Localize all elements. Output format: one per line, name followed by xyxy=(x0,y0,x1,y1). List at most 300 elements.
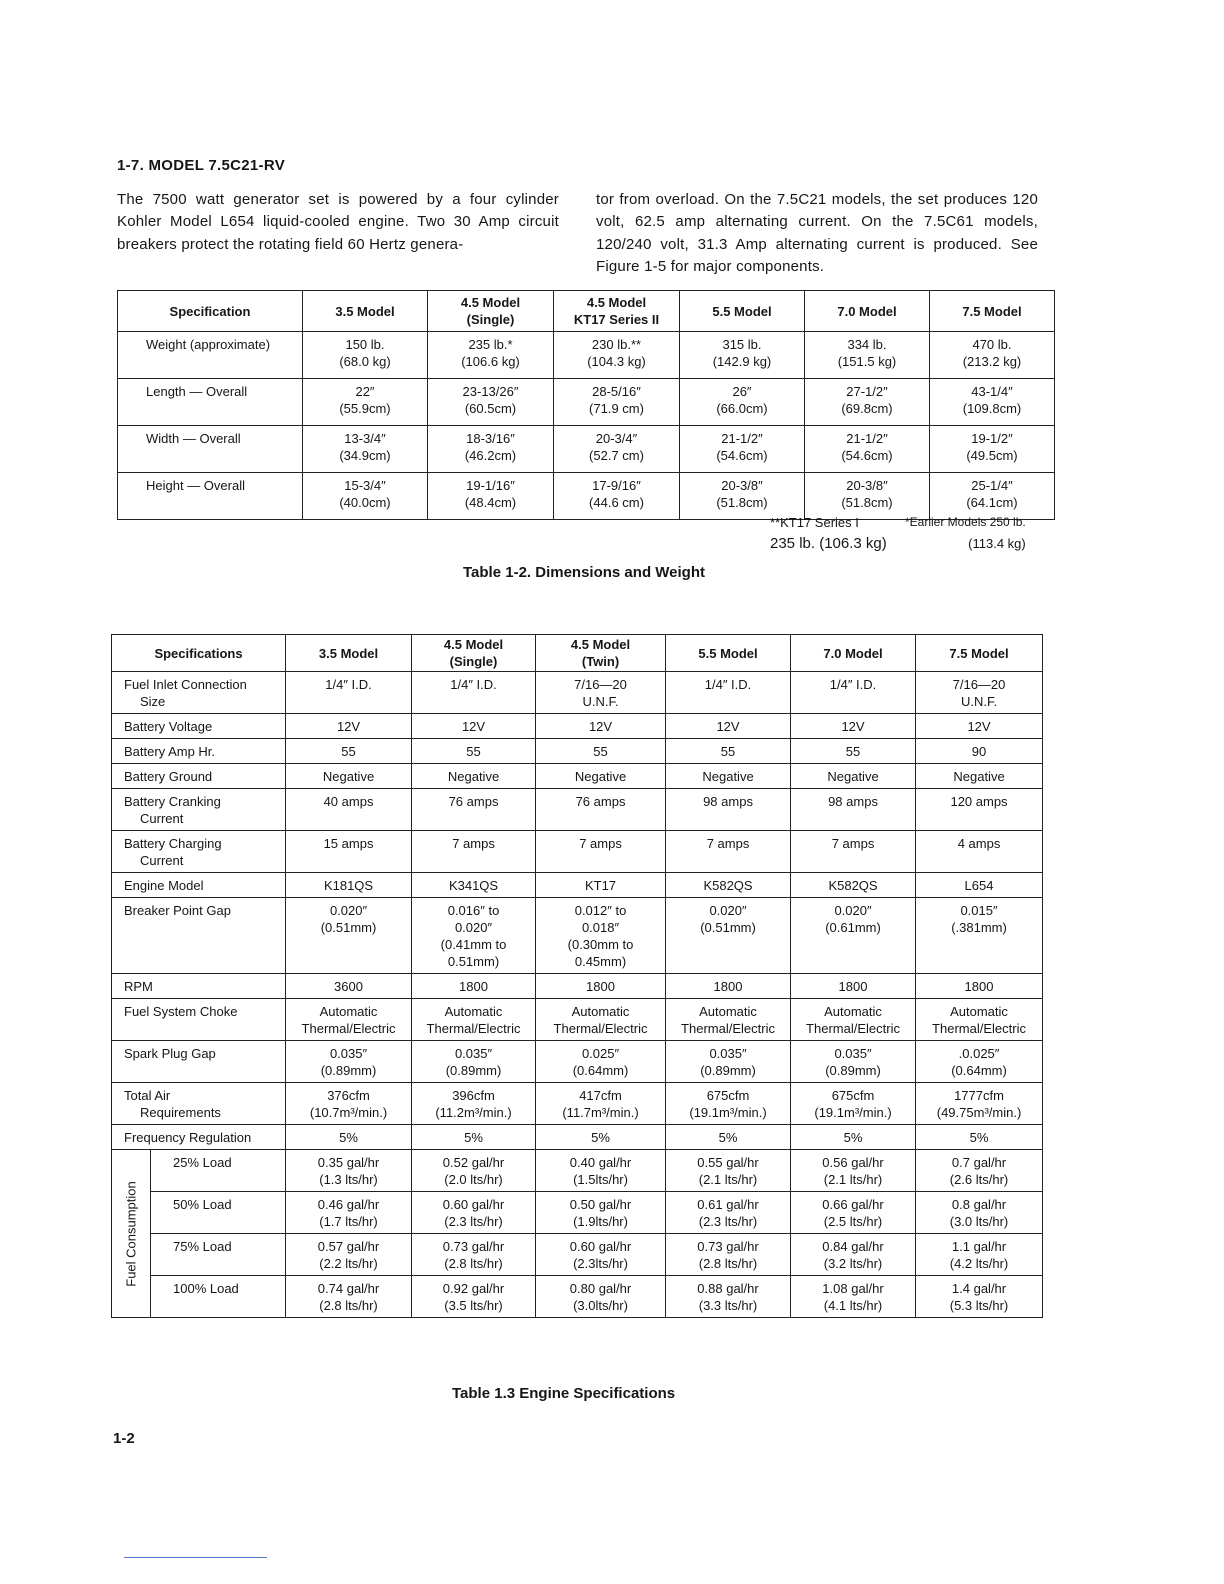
cell-line: (4.2 lts/hr) xyxy=(949,1256,1009,1271)
table-cell xyxy=(554,332,680,379)
cell-line: 1800 xyxy=(838,979,868,994)
cell-line: 12V xyxy=(336,719,361,734)
cell-line: U.N.F. xyxy=(582,694,619,709)
table-cell xyxy=(666,873,791,898)
table-cell xyxy=(791,999,916,1041)
header-line: 7.0 Model xyxy=(823,645,883,661)
cell-line: (151.5 kg) xyxy=(837,354,897,369)
header-line: 4.5 Model xyxy=(443,637,504,652)
cell-line: 0.84 gal/hr xyxy=(822,1239,884,1254)
cell-line: 1/4″ I.D. xyxy=(450,677,497,692)
row-label xyxy=(112,831,286,873)
cell-line: 19-1/16″ xyxy=(466,478,515,493)
cell-line: 0.60 gal/hr xyxy=(569,1239,632,1254)
table-cell xyxy=(428,332,554,379)
table-cell xyxy=(412,789,536,831)
table-cell xyxy=(916,831,1043,873)
cell-line: (0.64mm) xyxy=(951,1063,1007,1078)
cell-line: Thermal/Electric xyxy=(932,1021,1026,1036)
cell-line: (1.7 lts/hr) xyxy=(319,1214,378,1229)
cell-line: 5% xyxy=(591,1130,610,1145)
fuel-consumption-row xyxy=(112,1234,1043,1276)
cell-line: 0.025″ xyxy=(581,1046,620,1061)
cell-line: 0.50 gal/hr xyxy=(569,1197,632,1212)
table-cell xyxy=(791,1125,916,1150)
cell-line: KT17 xyxy=(584,878,617,893)
cell-line: 21-1/2″ xyxy=(721,431,763,446)
table-cell xyxy=(916,999,1043,1041)
cell-line: 230 lb.** xyxy=(591,337,642,352)
table-row xyxy=(112,974,1043,999)
label-line: Current xyxy=(140,811,184,826)
cell-line: (1.3 lts/hr) xyxy=(319,1172,378,1187)
cell-line: 1800 xyxy=(586,979,615,994)
cell-line: 0.45mm) xyxy=(574,954,627,969)
header-line: Specification xyxy=(169,303,251,319)
cell-line: 0.015″ xyxy=(960,903,998,918)
fuel-consumption-row xyxy=(112,1276,1043,1318)
cell-line: 0.56 gal/hr xyxy=(822,1155,884,1170)
cell-line: (2.1 lts/hr) xyxy=(698,1172,758,1187)
table-cell xyxy=(286,764,412,789)
cell-line: 20-3/4″ xyxy=(595,431,638,446)
load-label: 50% Load xyxy=(151,1192,286,1234)
table-cell xyxy=(286,974,412,999)
table-cell xyxy=(791,714,916,739)
cell-line: (52.7 cm) xyxy=(589,448,644,463)
cell-line: (69.8cm) xyxy=(841,401,893,416)
table-cell xyxy=(286,1234,412,1276)
table-row xyxy=(112,739,1043,764)
cell-line: 0.020″ xyxy=(329,903,368,918)
table-cell xyxy=(536,974,666,999)
cell-line: 43-1/4″ xyxy=(971,384,1013,399)
cell-line: 1800 xyxy=(713,979,743,994)
table-cell xyxy=(286,873,412,898)
row-label xyxy=(112,1083,286,1125)
cell-line: 7/16—20 xyxy=(952,677,1006,692)
table-cell xyxy=(930,332,1055,379)
table-cell xyxy=(303,473,428,520)
cell-line: 7 amps xyxy=(579,836,622,851)
table-cell xyxy=(303,379,428,426)
cell-line: .0.025″ xyxy=(958,1046,1000,1061)
column-header xyxy=(930,291,1055,332)
label-line: Battery Cranking xyxy=(124,794,221,809)
cell-line: 5% xyxy=(969,1130,989,1145)
row-label xyxy=(112,873,286,898)
header-line: (Twin) xyxy=(581,654,620,669)
table-cell xyxy=(412,1125,536,1150)
cell-line: (64.1cm) xyxy=(966,495,1018,510)
fuel-consumption-row xyxy=(112,1192,1043,1234)
cell-line: (46.2cm) xyxy=(464,448,517,463)
cell-line: (142.9 kg) xyxy=(712,354,772,369)
label-line: Current xyxy=(140,853,184,868)
column-header xyxy=(428,291,554,332)
header-line: 5.5 Model xyxy=(698,645,758,661)
column-header xyxy=(112,635,286,672)
cell-line: 235 lb.* xyxy=(468,337,513,352)
cell-line: Automatic xyxy=(950,1004,1008,1019)
footnote-line: (113.4 kg) xyxy=(968,536,1026,551)
cell-line: (68.0 kg) xyxy=(339,354,391,369)
table-cell xyxy=(536,1192,666,1234)
table-cell xyxy=(791,898,916,974)
table-cell xyxy=(791,831,916,873)
cell-line: (19.1m³/min.) xyxy=(814,1105,892,1120)
table-cell xyxy=(536,1150,666,1192)
cell-line: 0.73 gal/hr xyxy=(442,1239,505,1254)
cell-line: (109.8cm) xyxy=(962,401,1022,416)
table-cell xyxy=(791,1083,916,1125)
table-cell xyxy=(536,873,666,898)
cell-line: (0.41mm to xyxy=(440,937,507,952)
cell-line: Automatic xyxy=(444,1004,503,1019)
table-cell xyxy=(916,1150,1043,1192)
cell-line: 55 xyxy=(845,744,861,759)
cell-line: (10.7m³/min.) xyxy=(309,1105,388,1120)
table-cell xyxy=(286,831,412,873)
table-row xyxy=(112,1083,1043,1125)
table-cell xyxy=(286,1083,412,1125)
cell-line: (2.5 lts/hr) xyxy=(823,1214,883,1229)
cell-line: 417cfm xyxy=(579,1088,622,1103)
cell-line: Automatic xyxy=(699,1004,757,1019)
table-cell xyxy=(666,672,791,714)
cell-line: (0.30mm to xyxy=(567,937,634,952)
cell-line: Automatic xyxy=(571,1004,630,1019)
table-cell xyxy=(791,789,916,831)
table-cell xyxy=(791,739,916,764)
cell-line: (2.2 lts/hr) xyxy=(319,1256,378,1271)
cell-line: 40 amps xyxy=(323,794,374,809)
cell-line: 1.1 gal/hr xyxy=(951,1239,1007,1254)
cell-line: 0.88 gal/hr xyxy=(697,1281,759,1296)
cell-line: (3.3 lts/hr) xyxy=(698,1298,758,1313)
table-cell xyxy=(286,672,412,714)
cell-line: 0.7 gal/hr xyxy=(951,1155,1007,1170)
table-row xyxy=(112,1041,1043,1083)
table-cell xyxy=(930,379,1055,426)
table-row xyxy=(112,873,1043,898)
cell-line: 7 amps xyxy=(706,836,750,851)
table-cell xyxy=(412,739,536,764)
table-cell xyxy=(666,764,791,789)
table-cell xyxy=(791,672,916,714)
header-line: (Single) xyxy=(449,654,498,669)
cell-line: 0.60 gal/hr xyxy=(442,1197,505,1212)
table-cell xyxy=(536,999,666,1041)
cell-line: Negative xyxy=(447,769,500,784)
cell-line: (3.2 lts/hr) xyxy=(823,1256,883,1271)
cell-line: 21-1/2″ xyxy=(846,431,888,446)
cell-line: (44.6 cm) xyxy=(589,495,644,510)
cell-line: Negative xyxy=(322,769,375,784)
cell-line: 55 xyxy=(720,744,736,759)
fuel-consumption-group-label xyxy=(112,1150,151,1318)
cell-line: 0.016″ to xyxy=(447,903,500,918)
table-cell xyxy=(286,1192,412,1234)
footnote-kt17 xyxy=(770,512,887,554)
cell-line: 25-1/4″ xyxy=(971,478,1013,493)
table-cell xyxy=(791,1041,916,1083)
table-cell xyxy=(791,974,916,999)
header-line: 7.5 Model xyxy=(949,645,1009,661)
cell-line: (51.8cm) xyxy=(841,495,893,510)
cell-line: 0.51mm) xyxy=(447,954,500,969)
table-cell xyxy=(536,764,666,789)
table-row xyxy=(112,898,1043,974)
table-cell xyxy=(536,714,666,739)
header-line: (Single) xyxy=(466,312,515,327)
table-cell xyxy=(412,672,536,714)
label-line: Frequency Regulation xyxy=(124,1130,252,1145)
table-cell xyxy=(666,1083,791,1125)
cell-line: 22″ xyxy=(355,384,375,399)
table-cell xyxy=(303,332,428,379)
column-header xyxy=(916,635,1043,672)
table-cell xyxy=(916,898,1043,974)
table-cell xyxy=(791,764,916,789)
cell-line: 26″ xyxy=(732,384,752,399)
cell-line: (0.61mm) xyxy=(825,920,881,935)
table-cell xyxy=(916,1192,1043,1234)
cell-line: 1800 xyxy=(964,979,994,994)
cell-line: (5.3 lts/hr) xyxy=(949,1298,1009,1313)
column-header xyxy=(805,291,930,332)
cell-line: (2.3lts/hr) xyxy=(573,1256,628,1271)
label-line: Battery Charging xyxy=(124,836,222,851)
cell-line: 98 amps xyxy=(828,794,878,809)
label-line: Spark Plug Gap xyxy=(124,1046,216,1061)
table-cell xyxy=(536,1276,666,1318)
row-label xyxy=(112,789,286,831)
table-cell xyxy=(286,999,412,1041)
cell-line: 334 lb. xyxy=(847,337,887,352)
table-cell xyxy=(930,426,1055,473)
load-label: 100% Load xyxy=(151,1276,286,1318)
cell-line: 27-1/2″ xyxy=(846,384,888,399)
table-cell xyxy=(680,332,805,379)
table-cell xyxy=(805,379,930,426)
cell-line: Thermal/Electric xyxy=(553,1021,648,1036)
header-line: 3.5 Model xyxy=(335,303,395,319)
table-cell xyxy=(412,1150,536,1192)
table-cell xyxy=(412,873,536,898)
table-cell xyxy=(666,1125,791,1150)
table-cell xyxy=(666,739,791,764)
table-cell xyxy=(916,672,1043,714)
cell-line: (49.5cm) xyxy=(966,448,1018,463)
label-line: Battery Voltage xyxy=(124,719,213,734)
cell-line: 0.73 gal/hr xyxy=(697,1239,759,1254)
cell-line: (11.2m³/min.) xyxy=(435,1105,512,1120)
table-row xyxy=(118,426,1055,473)
table-cell xyxy=(666,831,791,873)
cell-line: K341QS xyxy=(448,878,499,893)
row-label: Length — Overall xyxy=(118,379,303,426)
cell-line: (66.0cm) xyxy=(716,401,768,416)
row-label xyxy=(112,764,286,789)
cell-line: (0.64mm) xyxy=(572,1063,629,1078)
engine-specifications-table xyxy=(111,634,1043,1318)
table-cell xyxy=(536,672,666,714)
table-row xyxy=(118,332,1055,379)
cell-line: K582QS xyxy=(828,878,878,893)
cell-line: 20-3/8″ xyxy=(846,478,888,493)
table-cell xyxy=(680,379,805,426)
cell-line: (49.75m³/min.) xyxy=(936,1105,1022,1120)
cell-line: 18-3/16″ xyxy=(466,431,515,446)
cell-line: 315 lb. xyxy=(722,337,762,352)
cell-line: (0.89mm) xyxy=(445,1063,502,1078)
table-cell xyxy=(428,426,554,473)
cell-line: 7 amps xyxy=(831,836,875,851)
vertical-label-text: Fuel Consumption xyxy=(123,1180,139,1287)
table-cell xyxy=(286,789,412,831)
table-cell xyxy=(286,1041,412,1083)
table-cell xyxy=(791,1192,916,1234)
table-cell xyxy=(666,714,791,739)
cell-line: 20-3/8″ xyxy=(721,478,763,493)
header-line: 3.5 Model xyxy=(318,645,379,661)
table-cell xyxy=(916,1083,1043,1125)
cell-line: (3.5 lts/hr) xyxy=(444,1298,503,1313)
column-header xyxy=(303,291,428,332)
table-cell xyxy=(286,1276,412,1318)
cell-line: 55 xyxy=(593,744,608,759)
label-line: Fuel System Choke xyxy=(124,1004,238,1019)
cell-line: 1.08 gal/hr xyxy=(822,1281,884,1296)
cell-line: Negative xyxy=(574,769,627,784)
cell-line: 28-5/16″ xyxy=(592,384,641,399)
table-cell xyxy=(554,473,680,520)
cell-line: 0.46 gal/hr xyxy=(317,1197,380,1212)
table-row xyxy=(112,789,1043,831)
cell-line: Negative xyxy=(827,769,879,784)
header-line: KT17 Series II xyxy=(573,312,660,327)
cell-line: 0.035″ xyxy=(329,1046,368,1061)
table-cell xyxy=(536,898,666,974)
table-cell xyxy=(536,1041,666,1083)
cell-line: 76 amps xyxy=(448,794,499,809)
column-header xyxy=(666,635,791,672)
table-cell xyxy=(412,1041,536,1083)
cell-line: 150 lb. xyxy=(345,337,385,352)
table-row xyxy=(112,714,1043,739)
table-cell xyxy=(680,426,805,473)
cell-line: 396cfm xyxy=(452,1088,495,1103)
cell-line: 17-9/16″ xyxy=(592,478,641,493)
table-cell xyxy=(412,999,536,1041)
cell-line: (40.0cm) xyxy=(339,495,391,510)
cell-line: Thermal/Electric xyxy=(806,1021,900,1036)
label-line: Size xyxy=(140,694,166,709)
table-cell xyxy=(916,764,1043,789)
cell-line: (55.9cm) xyxy=(339,401,391,416)
table-cell xyxy=(666,1234,791,1276)
cell-line: Automatic xyxy=(824,1004,882,1019)
column-header xyxy=(791,635,916,672)
cell-line: 675cfm xyxy=(831,1088,875,1103)
cell-line: 376cfm xyxy=(327,1088,370,1103)
cell-line: (60.5cm) xyxy=(464,401,517,416)
cell-line: 5% xyxy=(464,1130,483,1145)
cell-line: 0.020″ xyxy=(709,903,747,918)
column-header xyxy=(118,291,303,332)
table-cell xyxy=(536,1125,666,1150)
cell-line: 0.018″ xyxy=(581,920,620,935)
table-cell xyxy=(536,1234,666,1276)
cell-line: (71.9 cm) xyxy=(589,401,644,416)
cell-line: 1/4″ I.D. xyxy=(704,677,752,692)
table-cell xyxy=(916,873,1043,898)
cell-line: 23-13/26″ xyxy=(462,384,519,399)
cell-line: (54.6cm) xyxy=(841,448,893,463)
cell-line: (2.3 lts/hr) xyxy=(698,1214,758,1229)
table-cell xyxy=(286,1125,412,1150)
table-cell xyxy=(791,1234,916,1276)
cell-line: 0.020″ xyxy=(834,903,872,918)
cell-line: (2.8 lts/hr) xyxy=(698,1256,758,1271)
header-line: 5.5 Model xyxy=(712,303,772,319)
cell-line: 0.8 gal/hr xyxy=(951,1197,1007,1212)
cell-line: 55 xyxy=(466,744,481,759)
column-header xyxy=(412,635,536,672)
cell-line: 3600 xyxy=(334,979,363,994)
row-label: Weight (approximate) xyxy=(118,332,303,379)
cell-line: (0.89mm) xyxy=(320,1063,377,1078)
cell-line: (54.6cm) xyxy=(716,448,768,463)
table-cell xyxy=(791,1276,916,1318)
cell-line: (0.89mm) xyxy=(825,1063,881,1078)
cell-line: (11.7m³/min.) xyxy=(562,1105,639,1120)
cell-line: (1.5lts/hr) xyxy=(573,1172,628,1187)
intro-paragraph-left: The 7500 watt generator set is powered by a four cylinder Kohler Model L654 liquid-cooled engine. Two 30 Amp circuit breakers protect the rotating field 60 Hertz genera- xyxy=(117,191,559,253)
cell-line: 1.4 gal/hr xyxy=(951,1281,1007,1296)
table-cell xyxy=(666,1276,791,1318)
table-cell xyxy=(916,1041,1043,1083)
table-cell xyxy=(916,974,1043,999)
footnote-line: 235 lb. (106.3 kg) xyxy=(770,535,887,552)
cell-line: 7 amps xyxy=(452,836,495,851)
row-label xyxy=(112,974,286,999)
cell-line: 12V xyxy=(461,719,486,734)
table-cell xyxy=(916,1234,1043,1276)
table-row xyxy=(112,831,1043,873)
cell-line: 12V xyxy=(716,719,740,734)
cell-line: (2.6 lts/hr) xyxy=(949,1172,1009,1187)
cell-line: 0.74 gal/hr xyxy=(317,1281,380,1296)
cell-line: 675cfm xyxy=(706,1088,750,1103)
table-cell xyxy=(916,739,1043,764)
table-cell xyxy=(666,1192,791,1234)
cell-line: 1777cfm xyxy=(954,1088,1004,1103)
cell-line: 12V xyxy=(588,719,613,734)
cell-line: 0.020″ xyxy=(454,920,493,935)
cell-line: 90 xyxy=(971,744,987,759)
footnote-line: *Earlier Models 250 lb. xyxy=(905,515,1026,529)
table-1-2-caption: Table 1-2. Dimensions and Weight xyxy=(463,564,705,581)
label-line: Total Air xyxy=(124,1088,171,1103)
table-cell xyxy=(805,426,930,473)
cell-line: 0.80 gal/hr xyxy=(569,1281,632,1296)
cell-line: (213.2 kg) xyxy=(962,354,1022,369)
table-cell xyxy=(412,1192,536,1234)
table-1-3-caption: Table 1.3 Engine Specifications xyxy=(452,1385,676,1402)
section-heading: 1-7. MODEL 7.5C21-RV xyxy=(117,157,286,174)
